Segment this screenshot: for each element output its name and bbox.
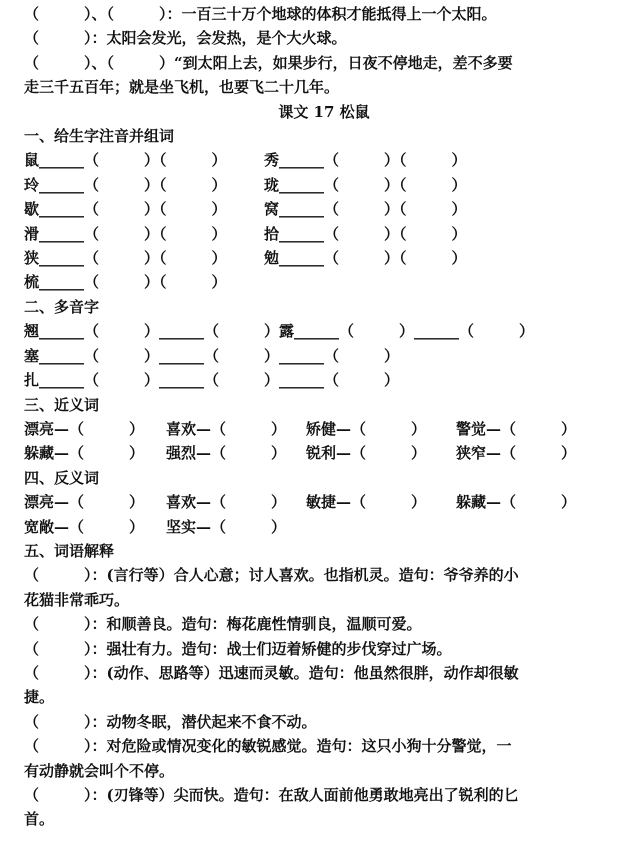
exercise-item: 坚实—（ ） <box>166 517 287 536</box>
exercise-item: 漂亮—（ ） <box>24 493 145 512</box>
exercise-item: 强烈—（ ） <box>166 444 287 463</box>
exercise-item: 玲______（ ）（ ） <box>24 175 227 194</box>
text-line: （ ）、（ ）：一百三十万个地球的体积才能抵得上一个太阳。 <box>24 5 497 23</box>
exercise-item: 窝______（ ）（ ） <box>264 200 467 219</box>
definition-line: （ ）：(刃锋等）尖而快。造句：在敌人面前他勇敢地亮出了锐利的匕 <box>24 786 519 804</box>
section-heading: 二、多音字 <box>24 297 100 316</box>
exercise-row <box>24 515 624 539</box>
exercise-item: 歇______（ ）（ ） <box>24 200 227 219</box>
exercise-item: 警觉—（ ） <box>456 419 577 438</box>
text-line: （ ）：太阳会发光，会发热，是个大火球。 <box>24 29 347 48</box>
exercise-item: 喜欢—（ ） <box>166 493 287 512</box>
definition-line: （ ）：(动作、思路等）迅速而灵敏。造句：他虽然很胖，动作却很敏 <box>24 663 519 682</box>
definition-line: （ ）：对危险或情况变化的敏锐感觉。造句：这只小狗十分警觉，一 <box>24 737 512 756</box>
exercise-item: 拾______（ ）（ ） <box>264 224 467 243</box>
exercise-item: 秀______（ ）（ ） <box>264 151 467 170</box>
definition-line: （ ）：(言行等）合人心意；讨人喜欢。也指机灵。造句：爷爷养的小 <box>24 566 519 585</box>
exercise-item: 滑______（ ）（ ） <box>24 224 227 243</box>
definition-line: （ ）：强壮有力。造句：战士们迈着矫健的步伐穿过广场。 <box>24 639 452 658</box>
section-heading: 四、反义词 <box>24 468 100 487</box>
exercise-item: 躲藏—（ ） <box>456 493 577 512</box>
exercise-row <box>24 270 624 294</box>
definition-line: 有动静就会叫个不停。 <box>24 761 175 780</box>
exercise-row <box>24 173 624 197</box>
exercise-item: 鼠______（ ）（ ） <box>24 151 227 170</box>
definition-line: （ ）：动物冬眠，潜伏起来不食不动。 <box>24 712 317 731</box>
exercise-item: 狭______（ ）（ ） <box>24 249 227 268</box>
exercise-item: 矫健—（ ） <box>306 419 427 438</box>
exercise-row <box>24 441 624 465</box>
text-line: 走三千五百年；就是坐飞机，也要飞二十几年。 <box>24 78 340 97</box>
definition-line: 捷。 <box>24 688 55 707</box>
definition-line: 首。 <box>24 810 55 829</box>
exercise-row <box>24 417 624 441</box>
exercise-item: 狭窄—（ ） <box>456 444 577 463</box>
exercise-row <box>24 197 624 221</box>
exercise-row <box>24 148 624 172</box>
text-line: （ ）、（ ）“到太阳上去，如果步行，日夜不停地走，差不多要 <box>24 53 513 72</box>
exercise-item: 躲藏—（ ） <box>24 444 145 463</box>
exercise-item: 漂亮—（ ） <box>24 419 145 438</box>
exercise-row <box>24 246 624 270</box>
section-heading: 一、给生字注音并组词 <box>24 127 175 146</box>
exercise-row: 扎______（ ）______（ ）______（ ） <box>24 371 400 390</box>
lesson-title: 课文 17 松鼠 <box>278 102 370 121</box>
definition-line: 花猫非常乖巧。 <box>24 590 130 609</box>
exercise-item: 敏捷—（ ） <box>306 493 427 512</box>
definition-line: （ ）：和顺善良。造句：梅花鹿性情驯良，温顺可爱。 <box>24 615 422 634</box>
exercise-item: 珑______（ ）（ ） <box>264 175 467 194</box>
exercise-item: 勉______（ ）（ ） <box>264 249 467 268</box>
exercise-item: 宽敞—（ ） <box>24 517 145 536</box>
exercise-row <box>24 490 624 514</box>
exercise-row <box>24 222 624 246</box>
exercise-row: 翘______（ ）______（ ）露______（ ）______（ ） <box>24 322 535 341</box>
section-heading: 三、近义词 <box>24 395 100 414</box>
exercise-row: 塞______（ ）______（ ）______（ ） <box>24 346 400 365</box>
exercise-item <box>306 515 456 539</box>
exercise-item: 锐利—（ ） <box>306 444 427 463</box>
exercise-item: 喜欢—（ ） <box>166 419 287 438</box>
exercise-item: 梳______（ ）（ ） <box>24 273 227 292</box>
section-heading: 五、词语解释 <box>24 541 115 560</box>
